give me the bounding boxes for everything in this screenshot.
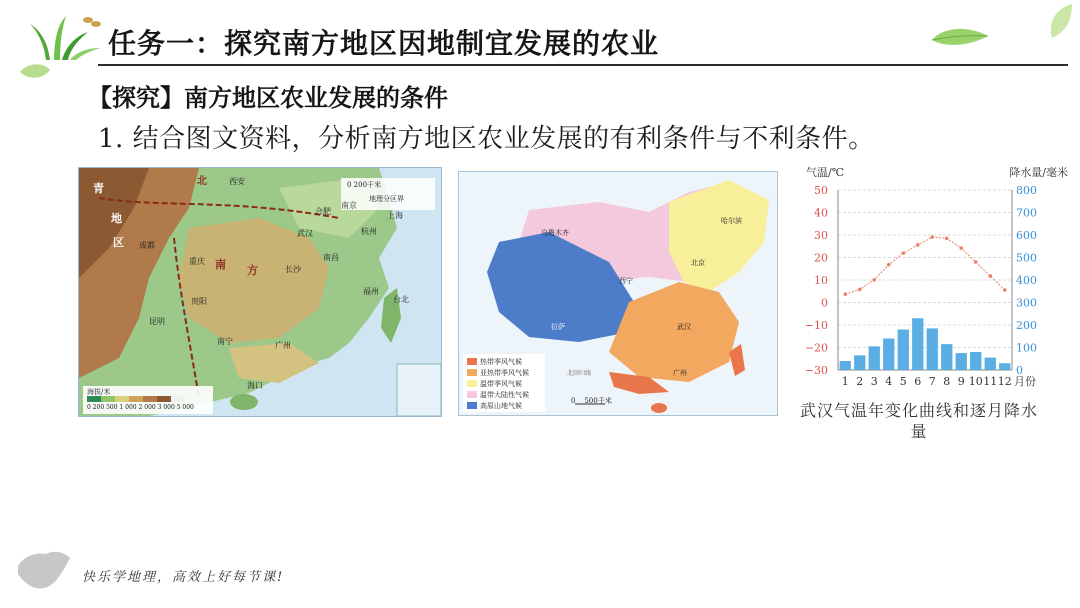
map-label-city: 上海 xyxy=(387,211,403,220)
map-legend-values: 0 200 500 1 000 2 000 3 000 5 000 xyxy=(87,404,194,411)
x-axis-label: 月份 xyxy=(1014,375,1036,388)
y-right-tick-label: 600 xyxy=(1016,229,1037,242)
map-label-north: 北 xyxy=(197,176,207,187)
map-label-city: 重庆 xyxy=(189,257,205,266)
y-right-tick-label: 200 xyxy=(1016,319,1037,332)
leaf-decoration-icon xyxy=(1042,2,1080,42)
legend-label: 高原山地气候 xyxy=(480,401,522,410)
map-label-city: 南宁 xyxy=(217,337,233,346)
map-label-city: 西宁 xyxy=(619,277,633,285)
legend-label: 温带大陆性气候 xyxy=(480,390,529,399)
map-label-city: 武汉 xyxy=(297,229,313,238)
x-tick-label: 10 xyxy=(968,375,983,388)
map-label-city: 南京 xyxy=(341,201,357,210)
topographic-map xyxy=(78,167,442,417)
legend-label: 亚热带季风气候 xyxy=(480,368,529,377)
legend-item xyxy=(467,389,543,400)
precipitation-bar xyxy=(956,353,967,370)
climate-legend xyxy=(467,356,543,411)
temperature-point xyxy=(843,292,847,296)
temperature-point xyxy=(1003,288,1007,292)
leaf-decoration-icon xyxy=(930,22,990,52)
map-legend-line: 地理分区界 xyxy=(369,195,404,203)
chart-caption: 武汉气温年变化曲线和逐月降水量 xyxy=(800,401,1039,441)
legend-item xyxy=(467,378,543,389)
map-label-city: 贵阳 xyxy=(191,297,207,306)
precipitation-bar xyxy=(854,355,865,370)
legend-swatch xyxy=(467,369,477,376)
precipitation-bar xyxy=(912,318,923,370)
page-title: 任务一：探究南方地区因地制宜发展的农业 xyxy=(108,27,660,60)
precipitation-bar xyxy=(999,363,1010,370)
legend-swatch xyxy=(467,402,477,409)
legend-item xyxy=(467,400,543,411)
temperature-line xyxy=(845,237,1005,294)
map-label-city: 成都 xyxy=(139,241,155,250)
map-label-city: 台北 xyxy=(393,295,409,304)
legend-item xyxy=(467,356,543,367)
map-label-city: 广州 xyxy=(275,341,291,350)
legend-item xyxy=(467,367,543,378)
x-tick-label: 4 xyxy=(885,375,893,388)
x-tick-label: 3 xyxy=(870,375,878,388)
map-label-city: 乌鲁木齐 xyxy=(541,229,569,237)
x-tick-label: 11 xyxy=(983,375,998,388)
precipitation-bar xyxy=(840,361,851,370)
y-left-axis-label: 气温/℃ xyxy=(806,166,845,179)
climate-map xyxy=(458,171,778,416)
y-left-tick-label: 0 xyxy=(821,296,828,310)
legend-swatch xyxy=(467,380,477,387)
y-right-tick-label: 500 xyxy=(1016,251,1037,265)
map-label-city: 北京 xyxy=(691,259,705,267)
map-label-city: 广州 xyxy=(673,369,687,377)
map-label-city: 福州 xyxy=(363,287,379,296)
grass-logo-icon xyxy=(26,12,116,62)
y-right-axis-label: 降水量/毫米 xyxy=(1009,166,1068,179)
y-left-tick-label: 30 xyxy=(814,229,828,242)
title-underline xyxy=(98,64,1068,66)
climate-chart-svg xyxy=(800,162,1070,402)
y-left-tick-label: 40 xyxy=(814,206,828,220)
x-tick-label: 7 xyxy=(928,375,936,388)
temperature-point xyxy=(945,237,949,241)
map-label-city: 合肥 xyxy=(315,207,331,216)
map-legend-title: 海拔/米 xyxy=(87,388,111,396)
temperature-point xyxy=(872,278,876,282)
y-left-tick-label: −20 xyxy=(804,341,828,355)
map-scale: 0 200千米 xyxy=(347,181,382,189)
y-left-tick-label: −30 xyxy=(804,364,828,377)
y-right-tick-label: 700 xyxy=(1016,206,1037,220)
question-text: 1. 结合图文资料，分析南方地区农业发展的有利条件与不利条件。 xyxy=(98,124,875,154)
map-label-region: 方 xyxy=(247,264,258,277)
map-label-qinghai-tibet: 区 xyxy=(113,236,124,249)
china-map-outline-icon xyxy=(14,546,74,596)
y-right-tick-label: 800 xyxy=(1016,184,1037,197)
x-tick-label: 5 xyxy=(899,375,907,388)
precipitation-bar xyxy=(941,344,952,370)
temperature-point xyxy=(916,243,920,247)
map-label-city: 哈尔滨 xyxy=(721,217,742,225)
y-right-tick-label: 0 xyxy=(1016,364,1023,377)
map-label-city: 武汉 xyxy=(677,323,691,331)
precipitation-bar xyxy=(898,330,909,371)
temperature-point xyxy=(930,235,934,239)
precipitation-bar xyxy=(985,358,996,370)
y-left-tick-label: 50 xyxy=(814,184,828,197)
temperature-point xyxy=(959,246,963,250)
map-label-city: 长沙 xyxy=(285,265,301,274)
y-left-tick-label: 10 xyxy=(814,274,828,287)
temperature-point xyxy=(901,251,905,255)
temperature-point xyxy=(988,274,992,278)
y-right-tick-label: 100 xyxy=(1016,341,1037,355)
map-label-south: 南 xyxy=(215,258,226,271)
temperature-point xyxy=(858,288,862,292)
legend-swatch xyxy=(467,358,477,365)
footer-slogan: 快乐学地理，高效上好每节课! xyxy=(82,570,285,585)
section-heading: 【探究】南方地区农业发展的条件 xyxy=(88,83,448,112)
leaf-decoration-icon xyxy=(18,60,52,82)
legend-swatch xyxy=(467,391,477,398)
y-right-tick-label: 400 xyxy=(1016,274,1037,287)
map-label-city: 昆明 xyxy=(149,317,165,326)
precipitation-bar xyxy=(883,339,894,371)
map-label-city: 南昌 xyxy=(323,253,339,262)
y-right-tick-label: 300 xyxy=(1016,296,1037,310)
map-label-city: 西安 xyxy=(229,177,245,186)
map-label-qinghai-tibet: 青 xyxy=(93,182,104,195)
map-label-city: 杭州 xyxy=(361,227,377,236)
y-left-tick-label: −10 xyxy=(804,319,828,332)
x-tick-label: 1 xyxy=(841,375,849,388)
map-label-city: 拉萨 xyxy=(551,323,565,331)
map-scale: 0 500千米 xyxy=(571,397,612,405)
precipitation-bar xyxy=(869,346,880,370)
x-tick-label: 8 xyxy=(943,375,951,388)
map-label-qinghai-tibet: 地 xyxy=(111,212,122,225)
map-label-tropic: 北回归线 xyxy=(567,370,592,377)
temperature-point xyxy=(974,260,978,264)
legend-label: 温带季风气候 xyxy=(480,379,522,388)
temperature-point xyxy=(887,263,891,267)
map-label-city: 海口 xyxy=(247,381,263,390)
y-left-tick-label: 20 xyxy=(814,251,828,265)
x-tick-label: 12 xyxy=(997,375,1012,388)
x-tick-label: 9 xyxy=(957,375,965,388)
legend-label: 热带季风气候 xyxy=(480,357,522,366)
x-tick-label: 2 xyxy=(856,375,864,388)
precipitation-bar xyxy=(970,352,981,370)
x-tick-label: 6 xyxy=(914,375,922,388)
precipitation-bar xyxy=(927,328,938,370)
